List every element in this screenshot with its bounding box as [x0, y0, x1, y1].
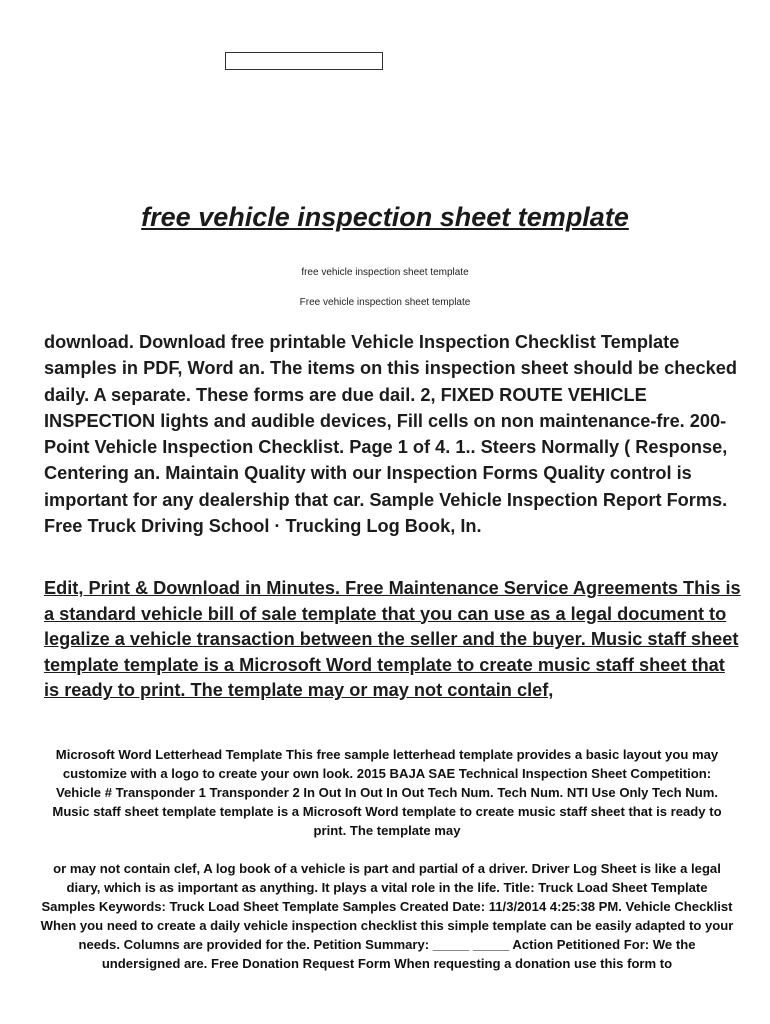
subtitle-2: Free vehicle inspection sheet template	[299, 297, 471, 308]
link-paragraph[interactable]: Edit, Print & Download in Minutes. Free Maintenance Service Agreements This is a standard vehicle bill of sale template that you can use as a legal document to legalize a vehicle transaction between the seller and the buyer. Music staff sheet template template is a Microsoft Word template to create music staff sheet that is ready to print. The template may or may not contain clef,	[44, 578, 741, 700]
search-box[interactable]	[225, 52, 383, 70]
intro-paragraph: download. Download free printable Vehicle Inspection Checklist Template samples in PDF, Word an. The items on this inspection sheet should be checked daily. A separate. These forms are due dail. 2, FIXED ROUTE VEHICLE INSPECTION lights and audible devices, Fill cells on non maintenance-fre. 200-Point Vehicle Inspection Checklist. Page 1 of 4. 1.. Steers Normally ( Response, Centering an. Maintain Quality with our Inspection Forms Quality control is important for any dealership that car. Sample Vehicle Inspection Report Forms. Free Truck Driving School · Trucking Log Book, In.	[44, 332, 737, 537]
body-paragraph-2: or may not contain clef, A log book of a vehicle is part and partial of a driver. Driver Log Sheet is like a legal diary, which is as important as anything. It plays a vital role in the life. Title: Truck Load Sheet Template Samples Keywords: Truck Load Sheet Template Samples Created Date: 11/3/2014 4:25:38 PM. Vehicle Checklist When you need to create a daily vehicle inspection checklist this simple template can be easily adapted to your needs. Columns are provided for the. Petition Summary: _____ _____ Action Petitioned For: We the undersigned are. Free Donation Request Form When requesting a donation use this form to	[40, 861, 734, 972]
body-paragraph-1: Microsoft Word Letterhead Template This free sample letterhead template provides a basic layout you may customize with a logo to create your own look. 2015 BAJA SAE Technical Inspection Sheet Competition: Vehicle # Transponder 1 Transponder 2 In Out In Out In Out Tech Num. Tech Num. NTI Use Only Tech Num. Music staff sheet template template is a Microsoft Word template to create music staff sheet that is ready to print. The template may	[52, 747, 722, 839]
subtitle-1: free vehicle inspection sheet template	[301, 267, 469, 278]
page-title: free vehicle inspection sheet template	[141, 202, 629, 232]
